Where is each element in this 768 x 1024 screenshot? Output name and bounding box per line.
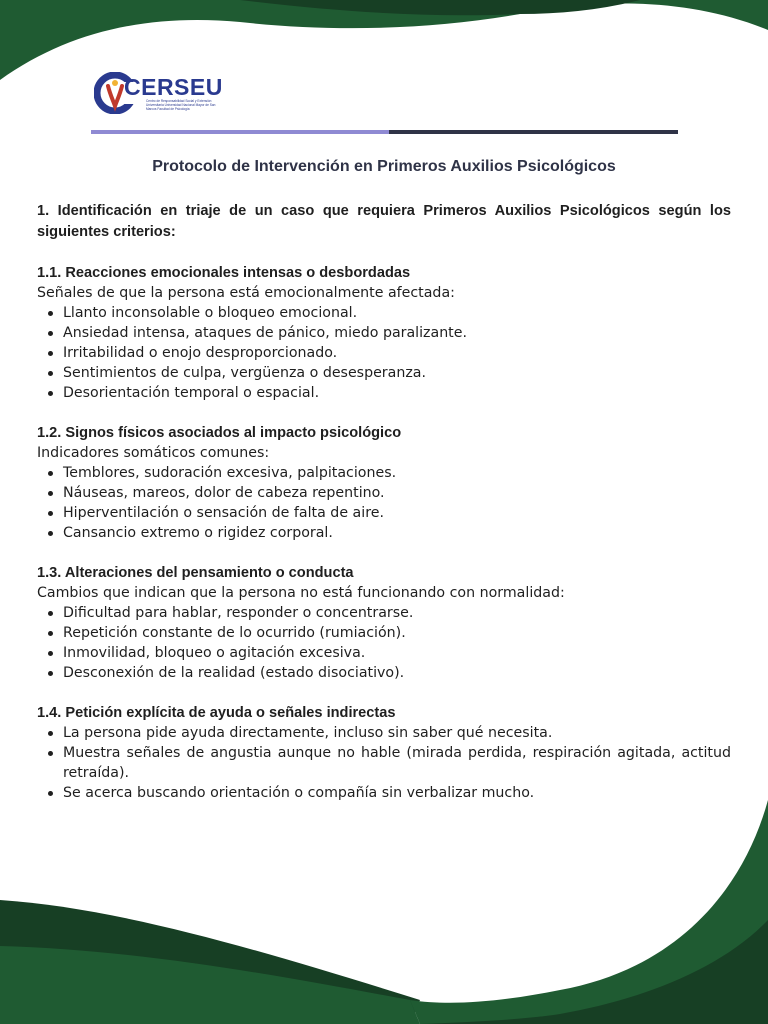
section-intro: Indicadores somáticos comunes: (37, 445, 270, 461)
bullet-list (37, 723, 731, 803)
section-heading: 1.3. Alteraciones del pensamiento o conducta (37, 565, 354, 581)
list-item: La persona pide ayuda directamente, incluso sin saber qué necesita. (37, 723, 731, 743)
list-item: Cansancio extremo o rigidez corporal. (37, 523, 731, 543)
list-item: Muestra señales de angustia aunque no hable (mirada perdida, respiración agitada, actitud retraída). (37, 743, 731, 783)
list-item: Inmovilidad, bloqueo o agitación excesiva. (37, 643, 731, 663)
bottom-wave-decoration (0, 800, 768, 1024)
section-heading: 1.2. Signos físicos asociados al impacto psicológico (37, 425, 402, 441)
list-item: Repetición constante de lo ocurrido (rumiación). (37, 623, 731, 643)
list-item: Temblores, sudoración excesiva, palpitaciones. (37, 463, 731, 483)
section-1-1 (37, 263, 731, 403)
list-item: Hiperventilación o sensación de falta de aire. (37, 503, 731, 523)
document-title: Protocolo de Intervención en Primeros Auxilios Psicológicos (152, 158, 616, 175)
list-item: Llanto inconsolable o bloqueo emocional. (37, 303, 731, 323)
list-item: Ansiedad intensa, ataques de pánico, miedo paralizante. (37, 323, 731, 343)
section-1-2 (37, 423, 731, 543)
cerseu-logo (94, 72, 224, 114)
list-item: Náuseas, mareos, dolor de cabeza repentino. (37, 483, 731, 503)
section-intro: Señales de que la persona está emocionalmente afectada: (37, 285, 455, 301)
question-heading: 1. Identificación en triaje de un caso que requiera Primeros Auxilios Psicológicos según los siguientes criterios: (37, 203, 731, 240)
section-heading: 1.1. Reacciones emocionales intensas o desbordadas (37, 265, 411, 281)
section-1-3 (37, 563, 731, 683)
bullet-list (37, 603, 731, 683)
list-item: Desorientación temporal o espacial. (37, 383, 731, 403)
section-intro: Cambios que indican que la persona no está funcionando con normalidad: (37, 585, 565, 601)
document-body (37, 201, 731, 803)
section-heading: 1.4. Petición explícita de ayuda o señales indirectas (37, 705, 396, 721)
logo-subtitle: Centro de Responsabilidad Social y Extensión Universitaria Universidad Nacional Mayor de San Marcos Facultad de Psicología (146, 99, 216, 112)
header-rule-lavender (91, 130, 389, 134)
bullet-list (37, 303, 731, 403)
list-item: Irritabilidad o enojo desproporcionado. (37, 343, 731, 363)
list-item: Sentimientos de culpa, vergüenza o desesperanza. (37, 363, 731, 383)
section-1-4 (37, 703, 731, 803)
bullet-list (37, 463, 731, 543)
logo-wordmark: CERSEU (124, 74, 223, 100)
list-item: Dificultad para hablar, responder o concentrarse. (37, 603, 731, 623)
header-rule-navy (389, 130, 678, 134)
list-item: Se acerca buscando orientación o compañía sin verbalizar mucho. (37, 783, 731, 803)
list-item: Desconexión de la realidad (estado disociativo). (37, 663, 731, 683)
